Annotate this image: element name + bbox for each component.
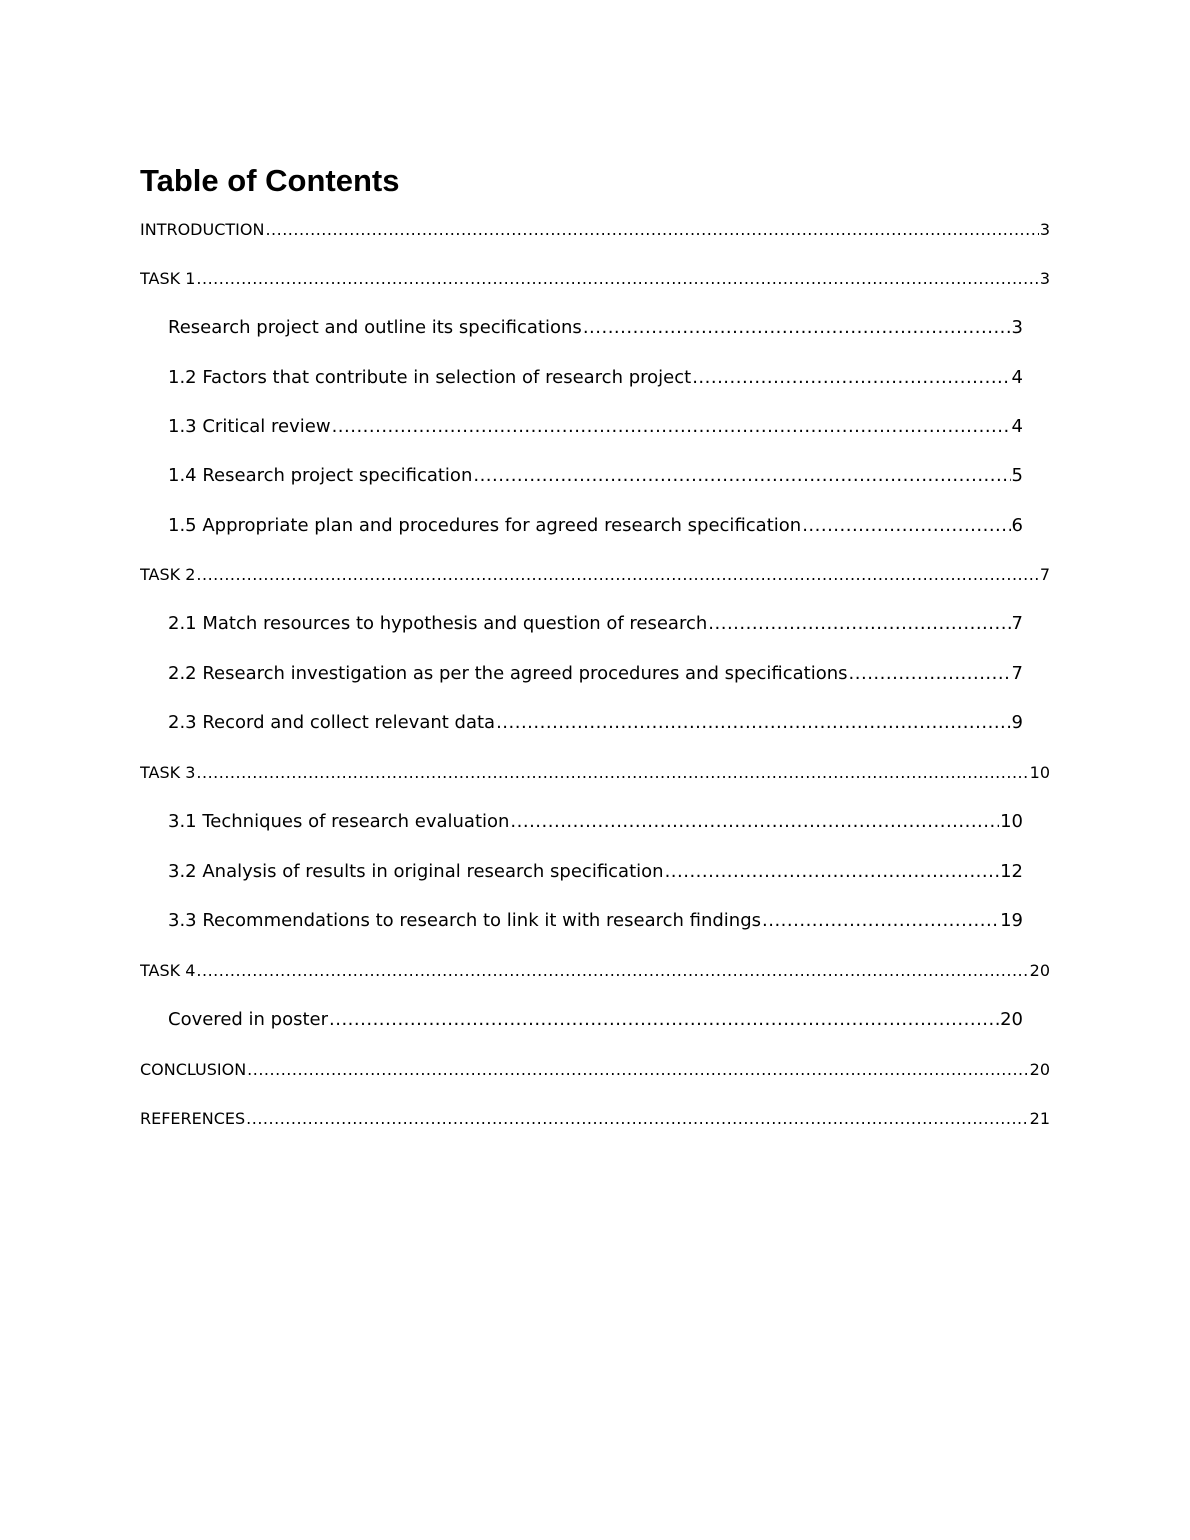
toc-entry-2-2[interactable] (168, 662, 1023, 686)
toc-entry-conclusion[interactable] (140, 1058, 1050, 1082)
dot-leader (583, 316, 1011, 340)
toc-entry-page-number: 7 (1011, 663, 1023, 684)
toc-entry-task-1[interactable] (140, 267, 1050, 291)
toc-entry-3-3[interactable] (168, 909, 1023, 933)
toc-entry-label: 3.3 Recommendations to research to link it with research findings (168, 910, 762, 931)
toc-entry-references[interactable] (140, 1107, 1050, 1131)
toc-entry-label: 1.3 Critical review (168, 416, 331, 437)
toc-entry-1-4[interactable] (168, 464, 1023, 488)
toc-entry-page-number: 10 (1000, 811, 1023, 832)
toc-entry-covered-in-poster[interactable] (168, 1008, 1023, 1032)
toc-entry-task-2[interactable] (140, 563, 1050, 587)
toc-entry-1-5[interactable] (168, 514, 1023, 538)
toc-entry-research-project-outline[interactable] (168, 316, 1023, 340)
toc-entry-label: Covered in poster (168, 1009, 329, 1030)
toc-entry-label: TASK 3 (140, 763, 196, 782)
dot-leader (247, 1058, 1028, 1082)
toc-entry-page-number: 12 (1000, 861, 1023, 882)
toc-entry-page-number: 10 (1029, 763, 1050, 782)
toc-entry-label: 3.1 Techniques of research evaluation (168, 811, 510, 832)
dot-leader (196, 267, 1038, 291)
toc-entry-label: REFERENCES (140, 1109, 246, 1128)
toc-entry-page-number: 6 (1011, 515, 1023, 536)
dot-leader (692, 366, 1010, 390)
toc-entry-page-number: 3 (1039, 269, 1050, 288)
toc-entry-page-number: 5 (1011, 465, 1023, 486)
dot-leader (329, 1008, 999, 1032)
toc-entry-label: 1.5 Appropriate plan and procedures for agreed research specification (168, 515, 802, 536)
dot-leader (849, 662, 1011, 686)
toc-entry-page-number: 3 (1011, 317, 1023, 338)
toc-entry-3-1[interactable] (168, 810, 1023, 834)
toc-entry-task-4[interactable] (140, 959, 1050, 983)
toc-entry-page-number: 20 (1029, 1060, 1050, 1079)
toc-entry-page-number: 4 (1011, 367, 1023, 388)
toc-entry-introduction[interactable] (140, 218, 1050, 242)
toc-entry-label: 1.4 Research project specification (168, 465, 473, 486)
dot-leader (246, 1107, 1028, 1131)
toc-entry-1-3[interactable] (168, 415, 1023, 439)
dot-leader (265, 218, 1038, 242)
toc-entry-label: CONCLUSION (140, 1060, 247, 1079)
dot-leader (332, 415, 1011, 439)
toc-entry-page-number: 21 (1029, 1109, 1050, 1128)
toc-entry-page-number: 7 (1039, 565, 1050, 584)
toc-entry-label: Research project and outline its specifications (168, 317, 582, 338)
dot-leader (802, 514, 1010, 538)
toc-entry-label: 2.3 Record and collect relevant data (168, 712, 496, 733)
toc-entry-label: 2.1 Match resources to hypothesis and question of research (168, 613, 708, 634)
dot-leader (196, 959, 1028, 983)
toc-entry-page-number: 20 (1000, 1009, 1023, 1030)
toc-entry-page-number: 20 (1029, 961, 1050, 980)
dot-leader (762, 909, 999, 933)
dot-leader (473, 464, 1010, 488)
toc-entry-2-1[interactable] (168, 612, 1023, 636)
toc-entry-page-number: 7 (1011, 613, 1023, 634)
toc-entry-label: 2.2 Research investigation as per the agreed procedures and specifications (168, 663, 848, 684)
dot-leader (496, 711, 1010, 735)
toc-entry-page-number: 19 (1000, 910, 1023, 931)
toc-entry-2-3[interactable] (168, 711, 1023, 735)
dot-leader (510, 810, 999, 834)
toc-entry-label: 1.2 Factors that contribute in selection of research project (168, 367, 692, 388)
dot-leader (196, 761, 1028, 785)
toc-entry-label: INTRODUCTION (140, 220, 265, 239)
toc-entry-1-2[interactable] (168, 366, 1023, 390)
dot-leader (665, 860, 1000, 884)
dot-leader (196, 563, 1038, 587)
toc-entry-page-number: 4 (1011, 416, 1023, 437)
dot-leader (708, 612, 1010, 636)
toc-entry-label: TASK 4 (140, 961, 196, 980)
toc-entry-3-2[interactable] (168, 860, 1023, 884)
toc-entry-label: 3.2 Analysis of results in original research specification (168, 861, 664, 882)
toc-entry-task-3[interactable] (140, 761, 1050, 785)
toc-entry-page-number: 3 (1039, 220, 1050, 239)
toc-entry-label: TASK 1 (140, 269, 196, 288)
page-title: Table of Contents (140, 163, 400, 198)
toc-entry-page-number: 9 (1011, 712, 1023, 733)
toc-entry-label: TASK 2 (140, 565, 196, 584)
